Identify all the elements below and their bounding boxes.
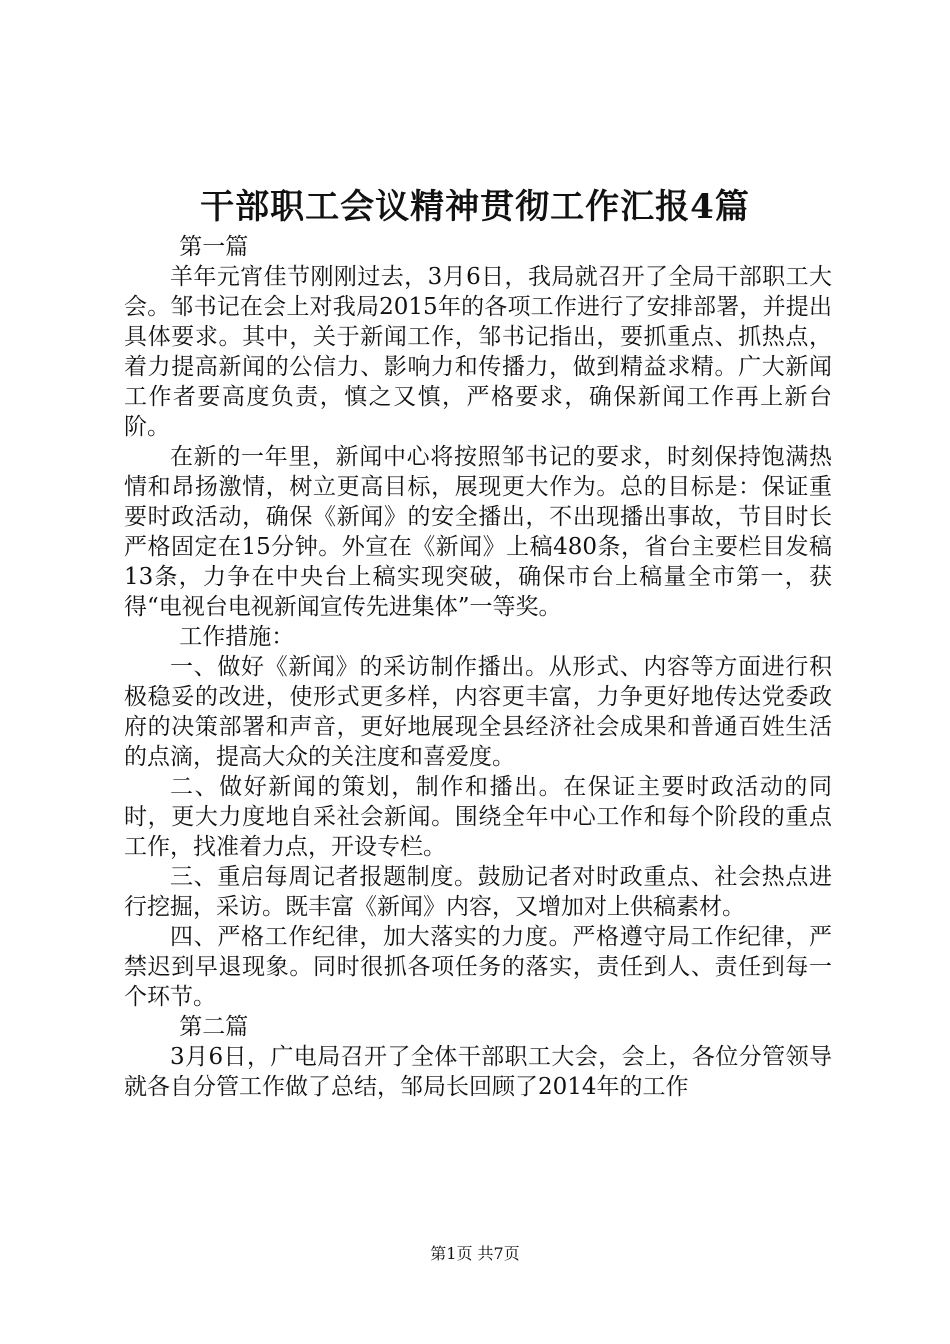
paragraph: 一、做好《新闻》的采访制作播出。从形式、内容等方面进行积极稳妥的改进，使形式更多样，内容更丰富，力争更好地传达党委政府的决策部署和声音，更好地展现全县经济社会成果和普通百姓生活的点滴，提高大众的关注度和喜爱度。 [124,654,832,770]
paragraph: 3月6日，广电局召开了全体干部职工大会，会上，各位分管领导就各自分管工作做了总结，邹局长回顾了2014年的工作 [124,1044,832,1100]
section-heading-1: 第一篇 [179,234,249,260]
paragraph: 二、做好新闻的策划，制作和播出。在保证主要时政活动的同时，更大力度地自采社会新闻。围绕全年中心工作和每个阶段的重点工作，找准着力点，开设专栏。 [124,774,832,860]
section-heading-2: 第二篇 [179,1014,249,1040]
paragraph: 三、重启每周记者报题制度。鼓励记者对时政重点、社会热点进行挖掘，采访。既丰富《新闻》内容，又增加对上供稿素材。 [124,864,832,920]
paragraph: 在新的一年里，新闻中心将按照邹书记的要求，时刻保持饱满热情和昂扬激情，树立更高目标，展现更大作为。总的目标是：保证重要时政活动，确保《新闻》的安全播出，不出现播出事故，节目时长严格固定在15分钟。外宣在《新闻》上稿480条，省台主要栏目发稿13条，力争在中央台上稿实现突破，确保市台上稿量全市第一，获得“电视台电视新闻宣传先进集体”一等奖。 [124,444,832,620]
paragraph: 羊年元宵佳节刚刚过去，3月6日，我局就召开了全局干部职工大会。邹书记在会上对我局2015年的各项工作进行了安排部署，并提出具体要求。其中，关于新闻工作，邹书记指出，要抓重点、抓热点，着力提高新闻的公信力、影响力和传播力，做到精益求精。广大新闻工作者要高度负责，慎之又慎，严格要求，确保新闻工作再上新台阶。 [124,264,832,440]
page-footer: 第1页 共7页 [430,1244,520,1263]
paragraph: 四、严格工作纪律，加大落实的力度。严格遵守局工作纪律，严禁迟到早退现象。同时很抓各项任务的落实，责任到人、责任到每一个环节。 [124,924,832,1010]
subheading-measures: 工作措施： [179,624,295,650]
document-body [124,232,832,1102]
document-title: 干部职工会议精神贯彻工作汇报4篇 [200,187,750,227]
